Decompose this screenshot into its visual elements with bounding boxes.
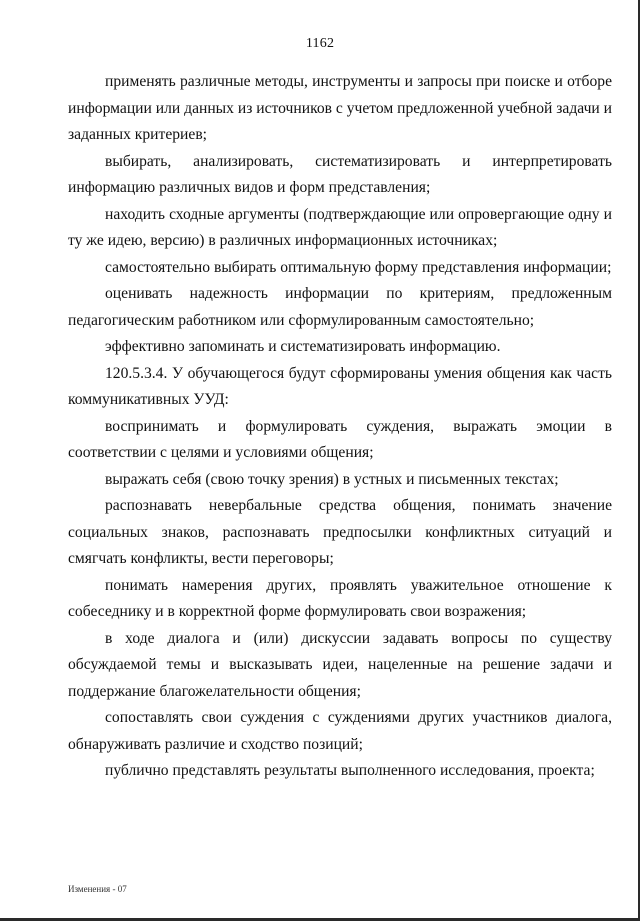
paragraph: выбирать, анализировать, систематизировать и интерпретировать информацию различных видов и форм представления; (68, 152, 612, 196)
paragraph: находить сходные аргументы (подтверждающие или опровергающие одну и ту же идею, версию) в различных информационных источниках; (68, 205, 612, 249)
paragraph: в ходе диалога и (или) дискуссии задавать вопросы по существу обсуждаемой темы и высказывать идеи, нацеленные на решение задачи и поддержание благожелательности общения; (68, 629, 612, 700)
paragraph: публично представлять результаты выполненного исследования, проекта; (105, 762, 595, 779)
paragraph: выражать себя (свою точку зрения) в устных и письменных текстах; (105, 470, 559, 488)
page-number: 1162 (305, 36, 335, 51)
document-body (68, 69, 612, 785)
paragraph: эффективно запоминать и систематизировать информацию. (105, 338, 501, 355)
paragraph: сопоставлять свои суждения с суждениями других участников диалога, обнаруживать различие и сходство позиций; (68, 709, 612, 753)
footer-revision-note: Изменения - 07 (68, 884, 127, 894)
paragraph: самостоятельно выбирать оптимальную форму представления информации; (105, 258, 612, 276)
paragraph: распознавать невербальные средства общения, понимать значение социальных знаков, распознавать предпосылки конфликтных ситуаций и смягчать конфликты, вести переговоры; (68, 497, 612, 567)
section-heading-paragraph: 120.5.3.4. У обучающегося будут сформированы умения общения как часть коммуникативных УУД: (68, 364, 612, 408)
paragraph: понимать намерения других, проявлять уважительное отношение к собеседнику и в корректной форме формулировать свои возражения; (68, 576, 612, 620)
paragraph: применять различные методы, инструменты и запросы при поиске и отборе информации или данных из источников с учетом предложенной учебной задачи и заданных критериев; (68, 73, 612, 143)
paragraph: оценивать надежность информации по критериям, предложенным педагогическим работником или сформулированным самостоятельно; (68, 285, 612, 329)
paragraph: воспринимать и формулировать суждения, выражать эмоции в соответствии с целями и условиями общения; (68, 417, 612, 461)
